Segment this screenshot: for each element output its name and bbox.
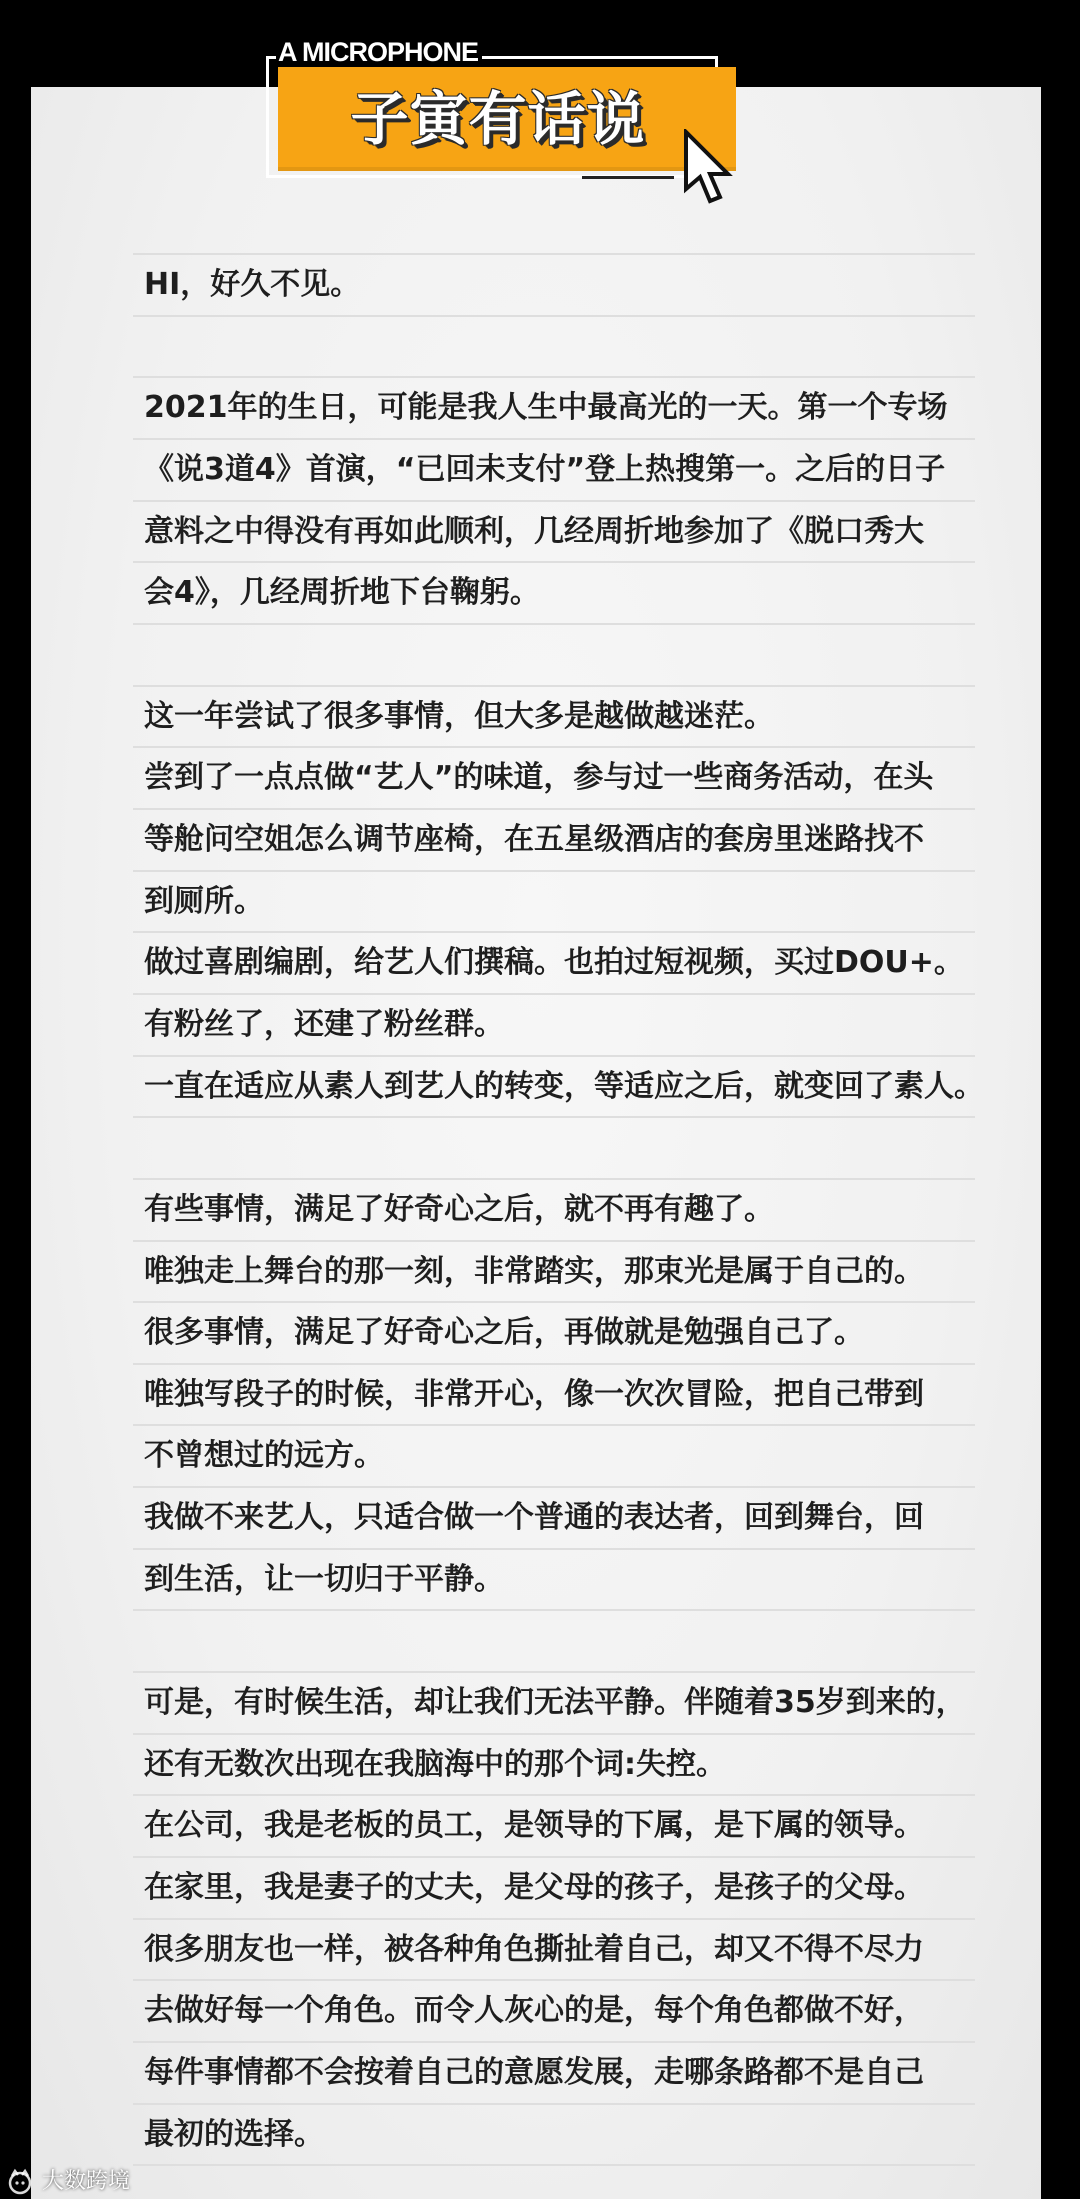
text-line: 很多朋友也一样，被各种角色撕扯着自己，却又不得不尽力 (144, 1919, 984, 1981)
text-line: 《说3道4》首演，“已回未支付”登上热搜第一。之后的日子 (144, 439, 984, 501)
text-line: 到厕所。 (144, 871, 984, 933)
text-line: 等舱问空姐怎么调节座椅，在五星级酒店的套房里迷路找不 (144, 809, 984, 871)
text-line: 可是，有时候生活，却让我们无法平静。伴随着35岁到来的， (144, 1672, 984, 1734)
text-line: 在家里，我是妻子的丈夫，是父母的孩子，是孩子的父母。 (144, 1857, 984, 1919)
blank-line (144, 1610, 984, 1672)
watermark-text: 大数跨境 (42, 2169, 131, 2194)
text-line: 有些事情，满足了好奇心之后，就不再有趣了。 (144, 1179, 984, 1241)
text-line: 到生活，让一切归于平静。 (144, 1549, 984, 1611)
banner-underline (582, 176, 674, 179)
blank-line (144, 624, 984, 686)
mouse-pointer-icon (683, 129, 733, 207)
text-line: 尝到了一点点做“艺人”的味道，参与过一些商务活动，在头 (144, 747, 984, 809)
watermark (6, 2168, 130, 2196)
text-line: 这一年尝试了很多事情，但大多是越做越迷茫。 (144, 686, 984, 748)
mouse-pointer-shape (683, 129, 733, 207)
banner-tag: A MICROPHONE (276, 38, 482, 66)
text-line: 在公司，我是老板的员工，是领导的下属，是下属的领导。 (144, 1795, 984, 1857)
text-line: 有粉丝了，还建了粉丝群。 (144, 994, 984, 1056)
text-line: 我做不来艺人，只适合做一个普通的表达者，回到舞台，回 (144, 1487, 984, 1549)
text-line: 2021年的生日，可能是我人生中最高光的一天。第一个专场 (144, 377, 984, 439)
text-line: 唯独写段子的时候，非常开心，像一次次冒险，把自己带到 (144, 1364, 984, 1426)
text-line: 每件事情都不会按着自己的意愿发展，走哪条路都不是自己 (144, 2042, 984, 2104)
text-line: 去做好每一个角色。而令人灰心的是，每个角色都做不好， (144, 1980, 984, 2042)
paper-sheet (31, 87, 1041, 2199)
text-line: 很多事情，满足了好奇心之后，再做就是勉强自己了。 (144, 1302, 984, 1364)
text-line: 还有无数次出现在我脑海中的那个词:失控。 (144, 1734, 984, 1796)
blank-line (144, 1117, 984, 1179)
text-line: HI，好久不见。 (144, 254, 984, 316)
text-line: 一直在适应从素人到艺人的转变，等适应之后，就变回了素人。 (144, 1056, 984, 1118)
text-line: 不曾想过的远方。 (144, 1425, 984, 1487)
text-line: 意料之中得没有再如此顺利，几经周折地参加了《脱口秀大 (144, 501, 984, 563)
text-line: 最初的选择。 (144, 2104, 984, 2166)
text-line: 会4》，几经周折地下台鞠躬。 (144, 562, 984, 624)
text-line: 做过喜剧编剧，给艺人们撰稿。也拍过短视频，买过DOU+。 (144, 932, 984, 994)
letter-body (144, 254, 984, 2165)
blank-line (144, 316, 984, 378)
text-line: 唯独走上舞台的那一刻，非常踏实，那束光是属于自己的。 (144, 1241, 984, 1303)
watermark-logo-icon (6, 2168, 34, 2196)
banner-title: 子寅有话说 (350, 85, 646, 153)
